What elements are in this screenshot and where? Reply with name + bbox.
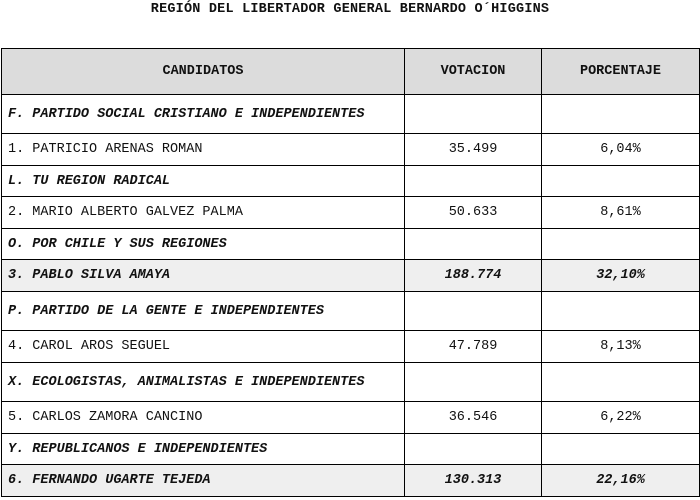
empty-cell: [405, 95, 542, 134]
empty-cell: [405, 292, 542, 331]
candidate-votes: 47.789: [405, 331, 542, 363]
candidate-name: 3. PABLO SILVA AMAYA: [2, 260, 405, 292]
candidate-percent: 8,61%: [542, 197, 700, 229]
results-table: [1, 48, 700, 497]
header-porcentaje: PORCENTAJE: [542, 49, 700, 95]
candidate-name: 5. CARLOS ZAMORA CANCINO: [2, 402, 405, 434]
party-label: X. ECOLOGISTAS, ANIMALISTAS E INDEPENDIENTES: [2, 363, 405, 402]
elected-candidate-row: [2, 260, 700, 292]
page-title: REGIÓN DEL LIBERTADOR GENERAL BERNARDO O´HIGGINS: [150, 2, 550, 17]
candidate-votes: 50.633: [405, 197, 542, 229]
candidate-percent: 22,16%: [542, 465, 700, 497]
candidate-row: [2, 134, 700, 166]
header-votacion: VOTACION: [405, 49, 542, 95]
empty-cell: [542, 166, 700, 197]
candidate-votes: 36.546: [405, 402, 542, 434]
header-row: [2, 49, 700, 95]
party-row: [2, 229, 700, 260]
party-label: P. PARTIDO DE LA GENTE E INDEPENDIENTES: [2, 292, 405, 331]
empty-cell: [405, 229, 542, 260]
empty-cell: [542, 434, 700, 465]
empty-cell: [542, 292, 700, 331]
empty-cell: [542, 363, 700, 402]
candidate-row: [2, 197, 700, 229]
candidate-name: 6. FERNANDO UGARTE TEJEDA: [2, 465, 405, 497]
party-label: F. PARTIDO SOCIAL CRISTIANO E INDEPENDIENTES: [2, 95, 405, 134]
party-label: O. POR CHILE Y SUS REGIONES: [2, 229, 405, 260]
party-row: [2, 166, 700, 197]
candidate-row: [2, 402, 700, 434]
party-row: [2, 363, 700, 402]
empty-cell: [542, 229, 700, 260]
candidate-votes: 35.499: [405, 134, 542, 166]
empty-cell: [405, 434, 542, 465]
candidate-name: 4. CAROL AROS SEGUEL: [2, 331, 405, 363]
candidate-percent: 8,13%: [542, 331, 700, 363]
party-row: [2, 434, 700, 465]
empty-cell: [405, 166, 542, 197]
candidate-votes: 130.313: [405, 465, 542, 497]
candidate-percent: 6,04%: [542, 134, 700, 166]
elected-candidate-row: [2, 465, 700, 497]
candidate-percent: 32,10%: [542, 260, 700, 292]
party-label: L. TU REGION RADICAL: [2, 166, 405, 197]
header-candidatos: CANDIDATOS: [2, 49, 405, 95]
candidate-name: 1. PATRICIO ARENAS ROMAN: [2, 134, 405, 166]
candidate-percent: 6,22%: [542, 402, 700, 434]
candidate-votes: 188.774: [405, 260, 542, 292]
candidate-row: [2, 331, 700, 363]
party-label: Y. REPUBLICANOS E INDEPENDIENTES: [2, 434, 405, 465]
candidate-name: 2. MARIO ALBERTO GALVEZ PALMA: [2, 197, 405, 229]
party-row: [2, 95, 700, 134]
party-row: [2, 292, 700, 331]
empty-cell: [405, 363, 542, 402]
empty-cell: [542, 95, 700, 134]
